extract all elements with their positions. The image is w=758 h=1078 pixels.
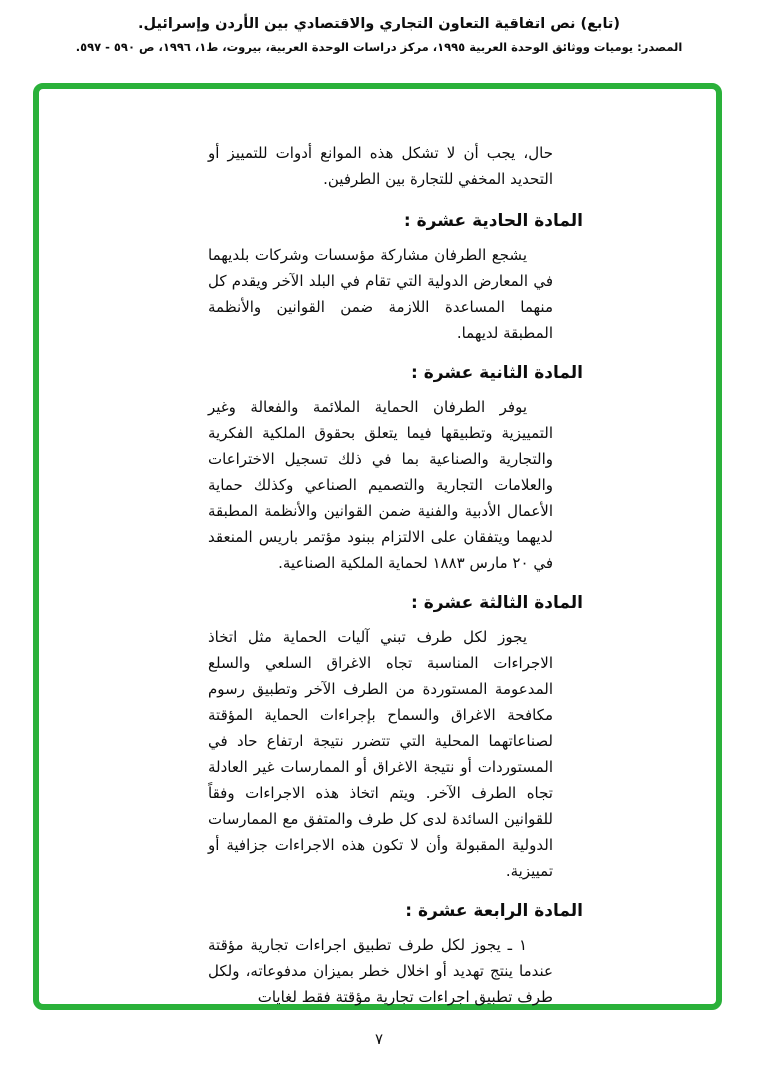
page-number: ٧ xyxy=(374,1030,384,1048)
article-section xyxy=(208,590,583,884)
article-paragraph: ١ ـ يجوز لكل طرف تطبيق اجراءات تجارية مؤقتة عندما ينتج تهديد أو اخلال خطر بميزان مدفوعاته، ولكل طرف تطبيق اجراءات تجارية مؤقتة فقط لغايات xyxy=(208,936,553,1006)
article-heading: المادة الحادية عشرة : xyxy=(403,211,583,231)
article-paragraphs xyxy=(208,932,553,1010)
article-heading: المادة الثالثة عشرة : xyxy=(411,593,583,613)
article-paragraph: يوفر الطرفان الحماية الملائمة والفعالة وغير التمييزية وتطبيقها فيما يتعلق بحقوق الملكية الفكرية والتجارية والصناعية بما في ذلك تسجيل الاختراعات والعلامات التجارية والتصميم الصناعي وكذلك حماية الأعمال الأدبية والفنية ضمن القوانين والأنظمة المطبقة لديهما ويتفقان على الالتزام ببنود مؤتمر باريس المنعقد في ٢٠ مارس ١٨٨٣ لحماية الملكية الصناعية. xyxy=(208,398,553,572)
article-paragraphs xyxy=(208,242,553,346)
article-heading: المادة الرابعة عشرة : xyxy=(405,901,583,921)
header-source: المصدر: يوميات ووثائق الوحدة العربية ١٩٩٥، مركز دراسات الوحدة العربية، بيروت، ط١، ١٩٩٦، ص ٥٩٠ - ٥٩٧. xyxy=(75,40,683,54)
document-body xyxy=(208,140,583,1014)
article-paragraphs xyxy=(208,394,553,576)
article-paragraph: يشجع الطرفان مشاركة مؤسسات وشركات بلديهما في المعارض الدولية التي تقام في البلد الآخر ويقدم كل منهما المساعدة اللازمة ضمن القوانين والأنظمة المطبقة لديهما. xyxy=(208,246,553,342)
article-section xyxy=(208,898,583,1010)
article-paragraph: يجوز لكل طرف تبني آليات الحماية مثل اتخاذ الاجراءات المناسبة تجاه الاغراق السلعي والسلع المدعومة المستوردة من الطرف الآخر وتطبيق رسوم مكافحة الاغراق والسماح بإجراءات الحماية المؤقتة لصناعاتهما المحلية التي تتضرر نتيجة ارتفاع حاد في المستوردات أو نتيجة الاغراق أو الممارسات غير العادلة تجاه الطرف الآخر. ويتم اتخاذ هذه الاجراءات وفقاً للقوانين السائدة لدى كل طرف والمتفق مع الممارسات الدولية المقبولة وأن لا تكون هذه الاجراءات جزافية أو تمييزية. xyxy=(208,628,553,880)
sections xyxy=(208,208,583,1010)
header-title: (تابع) نص اتفاقية التعاون التجاري والاقتصادي بين الأردن وإسرائيل. xyxy=(138,16,620,32)
page-header xyxy=(0,16,758,54)
intro-continuation-paragraph: حال، يجب أن لا تشكل هذه الموانع أدوات للتمييز أو التحديد المخفي للتجارة بين الطرفين. xyxy=(208,144,553,188)
article-section xyxy=(208,208,583,346)
article-heading: المادة الثانية عشرة : xyxy=(411,363,583,383)
article-section xyxy=(208,360,583,576)
article-paragraphs xyxy=(208,624,553,884)
